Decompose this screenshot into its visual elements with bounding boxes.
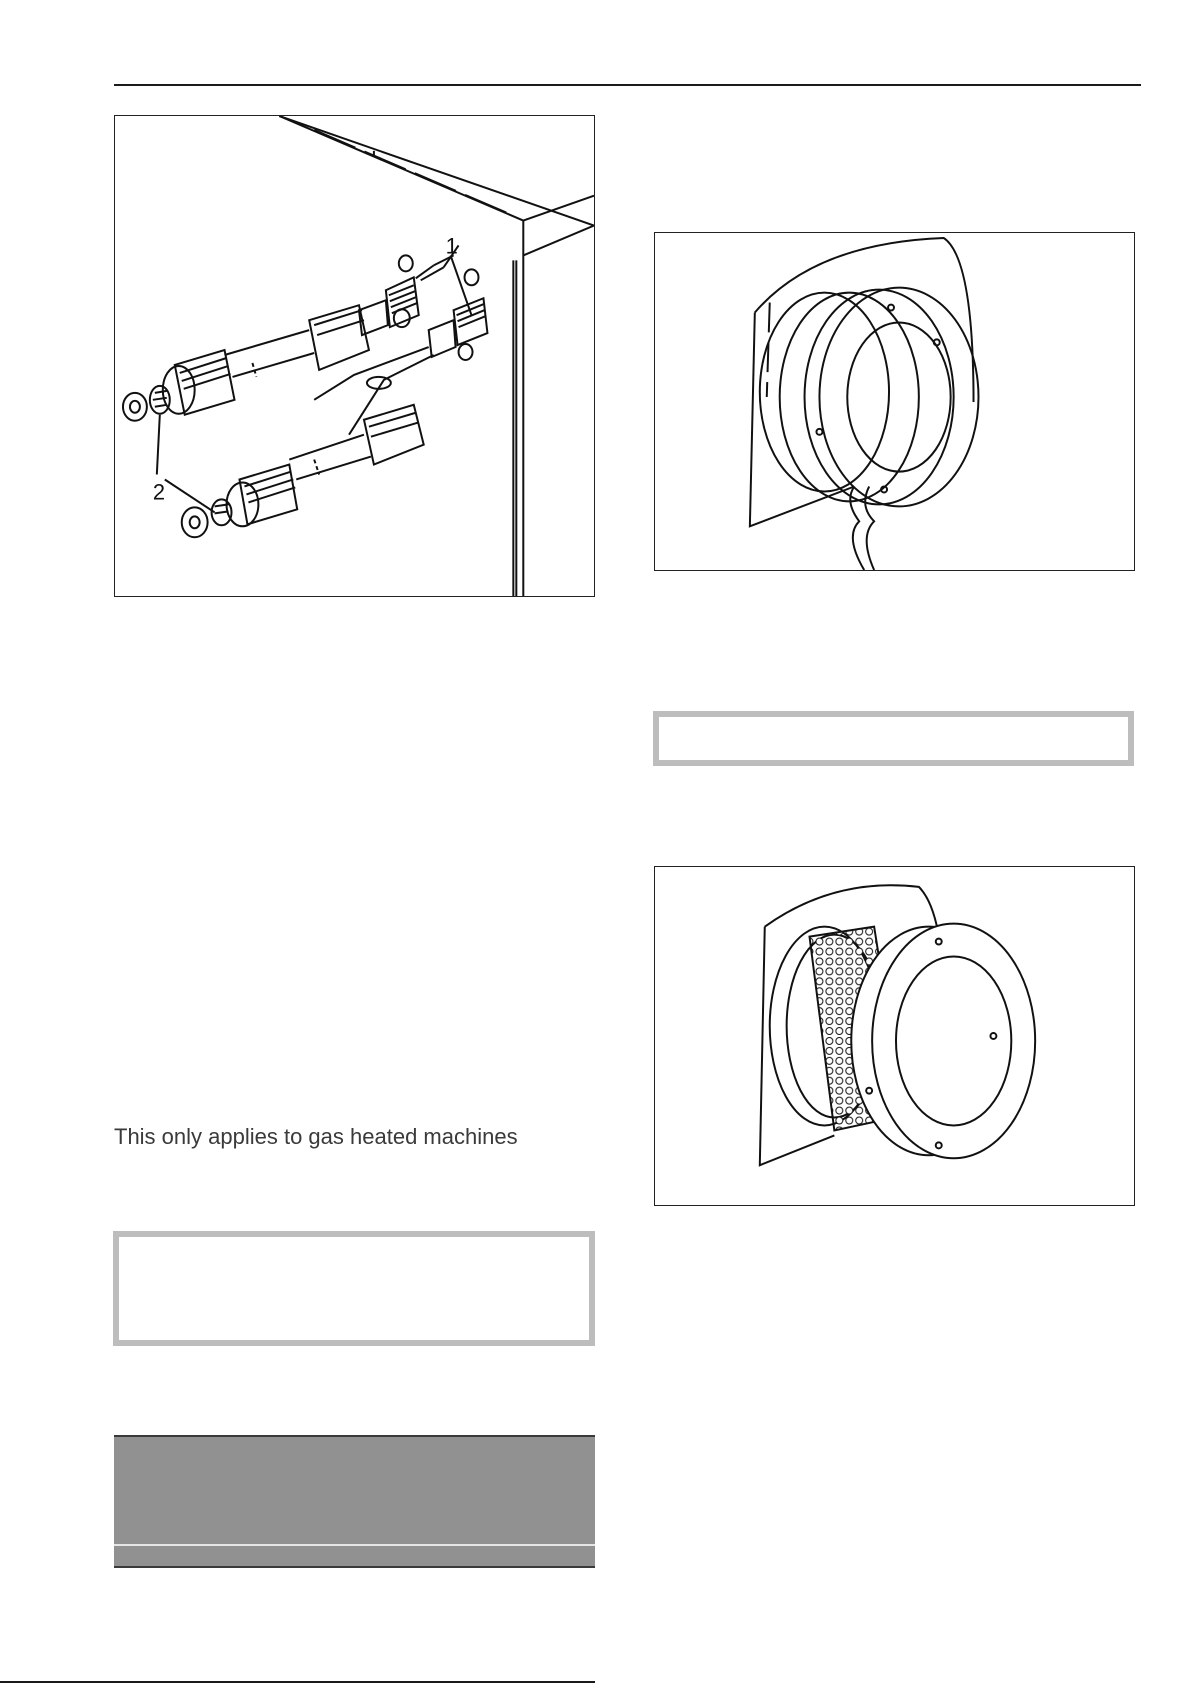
footer-rule: [0, 1681, 595, 1683]
warning-block-divider: [114, 1544, 595, 1546]
callout-1: 1: [445, 233, 458, 259]
note-box-right: [653, 711, 1134, 766]
header-rule: [114, 84, 1141, 86]
figure-inlet-hose-filters: [114, 115, 595, 597]
warning-block: [114, 1435, 595, 1568]
gas-heated-note: This only applies to gas heated machines: [114, 1124, 518, 1149]
drain-ring-illustration: [655, 233, 1134, 570]
callout-2: 2: [152, 479, 166, 505]
note-box-left: [113, 1231, 595, 1346]
ring-filter-illustration: [655, 867, 1134, 1205]
figure-ring-filter: [654, 866, 1135, 1206]
figure-drain-ring: [654, 232, 1135, 571]
inlet-hose-illustration: [115, 116, 594, 596]
